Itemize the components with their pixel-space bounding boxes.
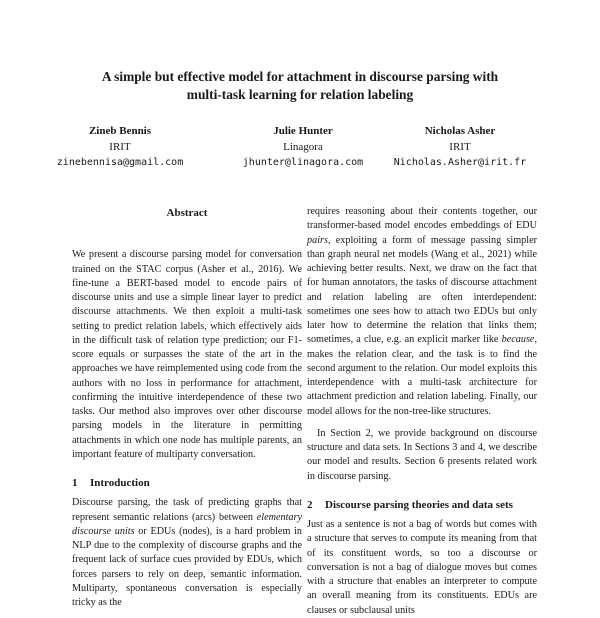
right-paragraph-1 bbox=[307, 205, 537, 419]
author-email: Nicholas.Asher@irit.fr bbox=[393, 157, 527, 168]
section-title: Discourse parsing theories and data sets bbox=[325, 498, 513, 511]
author-email: zinebennisa@gmail.com bbox=[56, 157, 184, 168]
emphasis-run: elementary discourse units bbox=[72, 511, 302, 537]
right-paragraph-2: In Section 2, we provide background on discourse structure and data sets. In Sections 3 and 4, we describe our model and results. Section 6 presents related work in discourse parsing. bbox=[307, 427, 537, 482]
section-number: 1 bbox=[72, 477, 78, 489]
author-affiliation: IRIT bbox=[109, 141, 131, 153]
emphasis-run: because bbox=[501, 334, 535, 346]
paper-title-line-1: A simple but effective model for attachment in discourse parsing with bbox=[101, 69, 499, 84]
text-run: , makes the relation clear, and the task is to find the second argument to the relation. Our model exploits this interdependence with a multi-task architecture for attachment prediction and relation labeling. Finally, our model allows for the non-tree-like structures. bbox=[307, 334, 537, 417]
section-1-heading bbox=[72, 476, 302, 490]
author-name: Julie Hunter bbox=[273, 125, 333, 137]
author-2 bbox=[213, 123, 393, 171]
section-1-text bbox=[72, 496, 302, 610]
text-run: requires reasoning about their contents together, our transformer-based model encodes embeddings of EDU bbox=[307, 206, 537, 232]
abstract-heading: Abstract bbox=[166, 207, 208, 219]
author-email: jhunter@linagora.com bbox=[242, 157, 364, 168]
emphasis-run: pairs bbox=[307, 234, 328, 246]
author-name: Zineb Bennis bbox=[88, 125, 152, 137]
paper-title-line-2: multi-task learning for relation labeling bbox=[186, 87, 414, 102]
text-run: Discourse parsing, the task of predicting graphs that represent semantic relations (arcs) between bbox=[72, 497, 302, 523]
text-run: , exploiting a form of message passing simpler than graph neural net models (Wang et al., 2021) while achieving better results. Next, we draw on the fact that for human annotators, the tasks of discourse attachment and relation labeling are often interdependent: sometimes one sees how to attach two EDUs but only later how to determine the relation that links them; sometimes, a clue, e.g. an explicit marker like bbox=[307, 234, 537, 346]
section-2-text: Just as a sentence is not a bag of words but comes with a structure that serves to compute its meaning from that of its constituent words, so too a discourse or conversation is not a bag of dialogue moves but comes with a structure that enables an interpreter to compute an overall meaning from its constituents. EDUs are clauses or subclausal units bbox=[307, 519, 537, 616]
text-run: or EDUs (nodes), is a hard problem in NLP due to the complexity of discourse graphs and the frequent lack of surface cues provided by EDUs, which forces parsers to rely on deep, semantic information. Multiparty, spontaneous conversation is especially tricky as the bbox=[72, 525, 302, 608]
author-name: Nicholas Asher bbox=[424, 125, 496, 137]
section-number: 2 bbox=[307, 498, 313, 511]
abstract-text: We present a discourse parsing model for conversation trained on the STAC corpus (Asher et al., 2016). We fine-tune a BERT-based model to encode pairs of discourse units and use a simple linear layer to predict discourse attachments. We then exploit a multi-task setting to predict relation labels, which effectively aids in the difficult task of relation type prediction; our F1-score equals or surpasses the state of the art in the approaches we have reimplemented using code from the authors with no loss in performance for attachment, confirming the intuitive interdependence of these two tasks. Our method also improves over other discourse parsing models in the literature in permitting attachments in which one node has multiple parents, an important feature of multiparty conversation. bbox=[72, 249, 302, 460]
right-column bbox=[307, 205, 537, 618]
paper-title bbox=[40, 68, 560, 104]
author-3 bbox=[370, 123, 550, 171]
author-affiliation: IRIT bbox=[449, 141, 471, 153]
section-2-heading bbox=[307, 498, 537, 512]
section-title: Introduction bbox=[90, 477, 150, 489]
left-column bbox=[72, 206, 302, 610]
author-1 bbox=[30, 123, 210, 171]
author-affiliation: Linagora bbox=[283, 141, 323, 153]
